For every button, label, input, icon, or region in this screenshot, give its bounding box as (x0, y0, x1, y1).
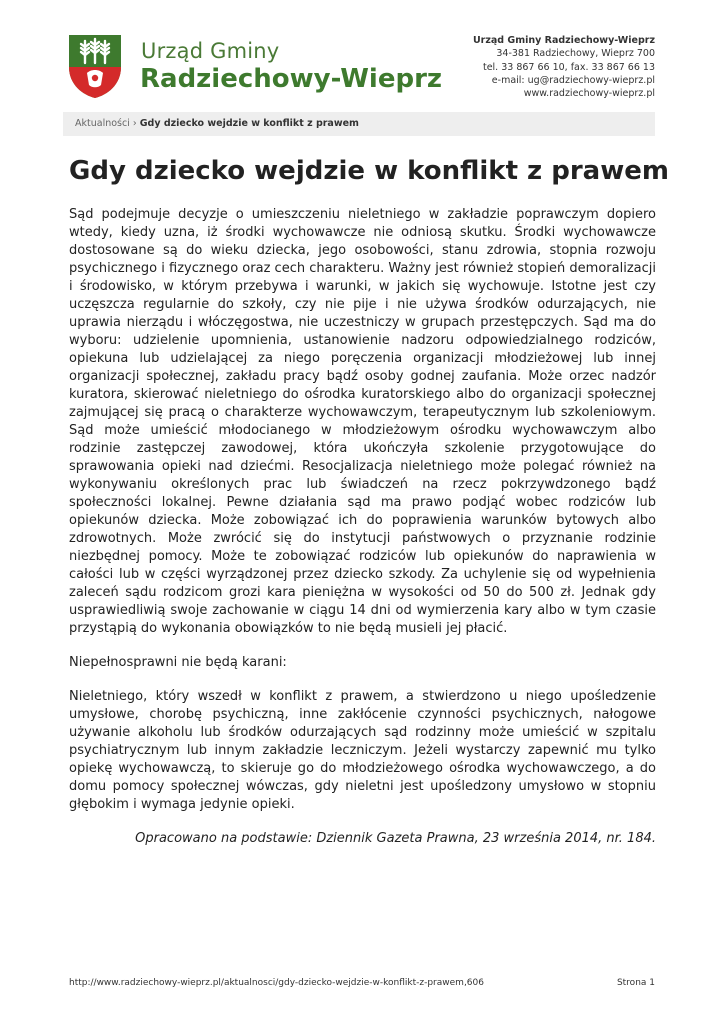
article-paragraph: Sąd podejmuje decyzje o umieszczeniu nieletniego w zakładzie poprawczym dopiero wtedy, kiedy uzna, iż środki wychowawcze nie odniosą skutku. Środki wychowawcze dostosowane są do wieku dziecka, jego osobowości, stanu zdrowia, stopnia rozwoju psychicznego i fizycznego oraz cech charakteru. Ważny jest również stopień demoralizacji i środowisko, w którym przebywa i warunki, w jakich się wychowuje. Istotne jest czy uczęszcza regularnie do szkoły, czy nie pije i nie używa środków odurzających, nie uprawia nierządu i włóczęgostwa, nie uczestniczy w grupach przestępczych. Sąd ma do wyboru: udzielenie upomnienia, ustanowienie nadzoru odpowiedzialnego rodziców, opiekuna lub udzielającej za niego poręczenia organizacji młodzieżowej lub innej organizacji społecznej, zakładu pracy bądź osoby godnej zaufania. Może orzec nadzór kuratora, skierować nieletniego do ośrodka kuratorskiego albo do organizacji społecznej zajmującej się pracą o charakterze wychowawczym, terapeutycznym lub szkoleniowym. Sąd może umieścić młodocianego w młodzieżowym ośrodku wychowawczym albo rodzinie zastępczej zawodowej, która ukończyła szkolenie przygotowujące do sprawowania opieki nad dziećmi. Resocjalizacja nieletniego może polegać również na wykonywaniu określonych prac lub świadczeń na rzecz pokrzywdzonego bądź społeczności lokalnej. Pewne działania sąd ma prawo podjąć wobec rodziców lub opiekunów dziecka. Może zobowiązać ich do poprawienia warunków bytowych albo zdrowotnych. Może zwrócić się do instytucji państwowych o przyznanie rodzinie niezbędnej pomocy. Może te zobowiązać rodziców lub opiekunów do naprawienia w całości lub w części wyrządzonej przez dziecko szkody. Za uchylenie się od wypełnienia zaleceń sądu rodzicom grozi kara pieniężna w wysokości od 50 do 500 zł. Jednak gdy usprawiedliwią swoje zachowanie w ciągu 14 dni od wymierzenia kary albo w tym czasie przystąpią do wykonania obowiązków to nie będą musieli jej płacić. (69, 207, 656, 636)
article-source: Opracowano na podstawie: Dziennik Gazeta Prawna, 23 września 2014, nr. 184. (135, 831, 656, 846)
breadcrumb-current: Gdy dziecko wejdzie w konflikt z prawem (139, 118, 359, 129)
logo-line-2: Radziechowy-Wieprz (140, 64, 443, 94)
contact-website[interactable]: www.radziechowy-wieprz.pl (523, 88, 655, 100)
footer-url: http://www.radziechowy-wieprz.pl/aktualnosci/gdy-dziecko-wejdzie-w-konflikt-z-prawem,606 (69, 978, 484, 988)
contact-org: Urząd Gminy Radziechowy-Wieprz (472, 35, 655, 46)
breadcrumb-separator: › (132, 118, 137, 129)
logo-line-1: Urząd Gminy (141, 39, 280, 63)
footer-page-number: Strona 1 (616, 978, 655, 988)
contact-phone: tel. 33 867 66 10, fax. 33 867 66 13 (482, 61, 655, 73)
coat-of-arms-icon (67, 33, 123, 99)
article-paragraph: Niepełnosprawni nie będą karani: (69, 655, 287, 670)
article-content (69, 206, 656, 864)
article-paragraph: Nieletniego, który wszedł w konflikt z prawem, a stwierdzono u niego upośledzenie umysłowe, chorobę psychiczną, inne zakłócenie czynności psychicznych, nałogowe używanie alkoholu lub środków odurzających sąd rodzinny może umieścić w szpitalu psychiatrycznym lub innym zakładzie leczniczym. Jeżeli wystarczy zapewnić mu tylko opiekę wychowawczą, to skieruje go do młodzieżowego ośrodka wychowawczego, a do domu pomocy społecznej wówczas, gdy nieletni jest upośledzony umysłowo w stopniu głębokim i wymaga jedynie opieki. (69, 689, 656, 812)
breadcrumb-link-aktualnosci[interactable]: Aktualności (75, 118, 130, 129)
site-logo[interactable] (67, 33, 443, 103)
page-title: Gdy dziecko wejdzie w konflikt z prawem (69, 156, 669, 186)
contact-block (473, 34, 655, 100)
contact-email[interactable]: e-mail: ug@radziechowy-wieprz.pl (491, 74, 655, 86)
breadcrumb (63, 112, 655, 136)
contact-address: 34-381 Radziechowy, Wieprz 700 (496, 48, 655, 60)
